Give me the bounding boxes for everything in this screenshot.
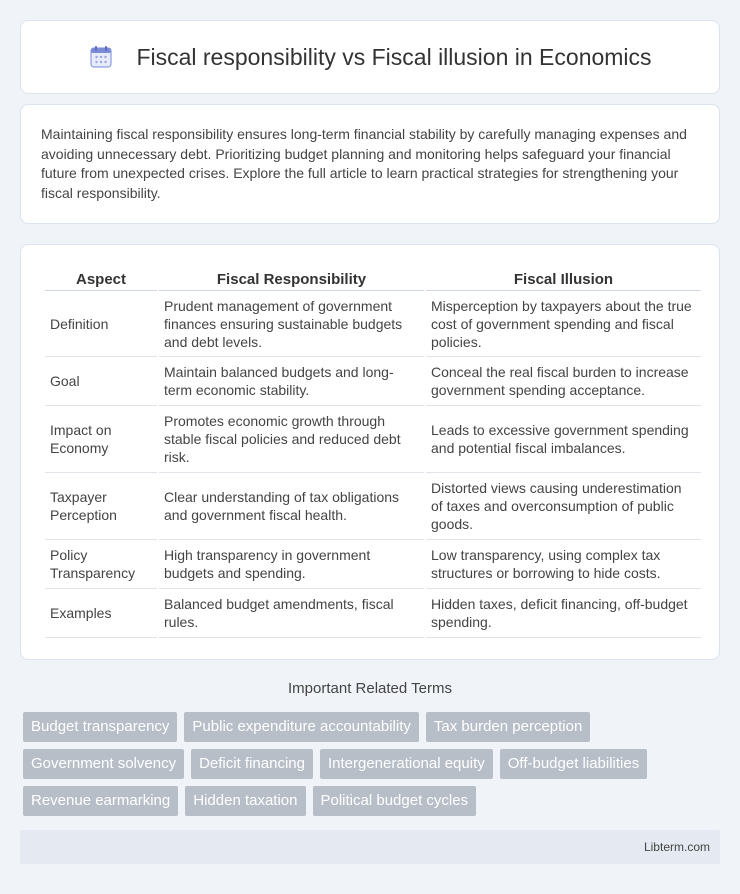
comparison-table xyxy=(43,265,703,638)
related-term-tag[interactable]: Budget transparency xyxy=(23,712,177,742)
related-terms-title: Important Related Terms xyxy=(288,680,452,697)
row-aspect: Examples xyxy=(45,589,157,638)
footer-site-link[interactable]: Libterm.com xyxy=(643,840,710,854)
row-aspect: Policy Transparency xyxy=(45,540,157,589)
row-illusion: Conceal the real fiscal burden to increase government spending acceptance. xyxy=(426,357,701,406)
related-term-tag[interactable]: Off-budget liabilities xyxy=(500,749,647,779)
table-row xyxy=(45,473,701,540)
row-aspect: Taxpayer Perception xyxy=(45,473,157,540)
comparison-card xyxy=(20,244,720,660)
row-aspect: Goal xyxy=(45,357,157,406)
related-term-tag[interactable]: Hidden taxation xyxy=(185,786,305,816)
related-term-tag[interactable]: Government solvency xyxy=(23,749,184,779)
row-responsibility: High transparency in government budgets and spending. xyxy=(159,540,424,589)
calendar-icon xyxy=(88,44,114,70)
row-illusion: Hidden taxes, deficit financing, off-budget spending. xyxy=(426,589,701,638)
table-row xyxy=(45,406,701,473)
row-responsibility: Promotes economic growth through stable fiscal policies and reduced debt risk. xyxy=(159,406,424,473)
header-card xyxy=(20,20,720,94)
table-row xyxy=(45,291,701,357)
footer xyxy=(20,830,720,864)
related-term-tag[interactable]: Public expenditure accountability xyxy=(184,712,418,742)
table-row xyxy=(45,540,701,589)
row-illusion: Misperception by taxpayers about the true cost of government spending and fiscal policies. xyxy=(426,291,701,357)
table-row xyxy=(45,589,701,638)
row-illusion: Low transparency, using complex tax structures or borrowing to hide costs. xyxy=(426,540,701,589)
related-term-tag[interactable]: Intergenerational equity xyxy=(320,749,493,779)
row-illusion: Leads to excessive government spending and potential fiscal imbalances. xyxy=(426,406,701,473)
row-aspect: Definition xyxy=(45,291,157,357)
related-term-tag[interactable]: Tax burden perception xyxy=(426,712,590,742)
related-term-tag[interactable]: Revenue earmarking xyxy=(23,786,178,816)
related-term-tag[interactable]: Deficit financing xyxy=(191,749,313,779)
header-fiscal-responsibility: Fiscal Responsibility xyxy=(159,265,424,291)
page-title: Fiscal responsibility vs Fiscal illusion in Economics xyxy=(136,43,652,70)
row-responsibility: Clear understanding of tax obligations and government fiscal health. xyxy=(159,473,424,540)
related-terms-list xyxy=(23,712,723,816)
row-illusion: Distorted views causing underestimation of taxes and overconsumption of public goods. xyxy=(426,473,701,540)
intro-text: Maintaining fiscal responsibility ensures long-term financial stability by carefully managing expenses and avoiding unnecessary debt. Prioritizing budget planning and monitoring helps safeguard your financial future from unexpected crises. Explore the full article to learn practical strategies for strengthening your fiscal responsibility. xyxy=(41,126,687,201)
table-header-row xyxy=(45,265,701,291)
row-aspect: Impact on Economy xyxy=(45,406,157,473)
header-fiscal-illusion: Fiscal Illusion xyxy=(426,265,701,291)
header-aspect: Aspect xyxy=(45,265,157,291)
row-responsibility: Maintain balanced budgets and long-term economic stability. xyxy=(159,357,424,406)
intro-card xyxy=(20,104,720,224)
row-responsibility: Balanced budget amendments, fiscal rules. xyxy=(159,589,424,638)
row-responsibility: Prudent management of government finances ensuring sustainable budgets and debt levels. xyxy=(159,291,424,357)
table-row xyxy=(45,357,701,406)
related-term-tag[interactable]: Political budget cycles xyxy=(313,786,477,816)
